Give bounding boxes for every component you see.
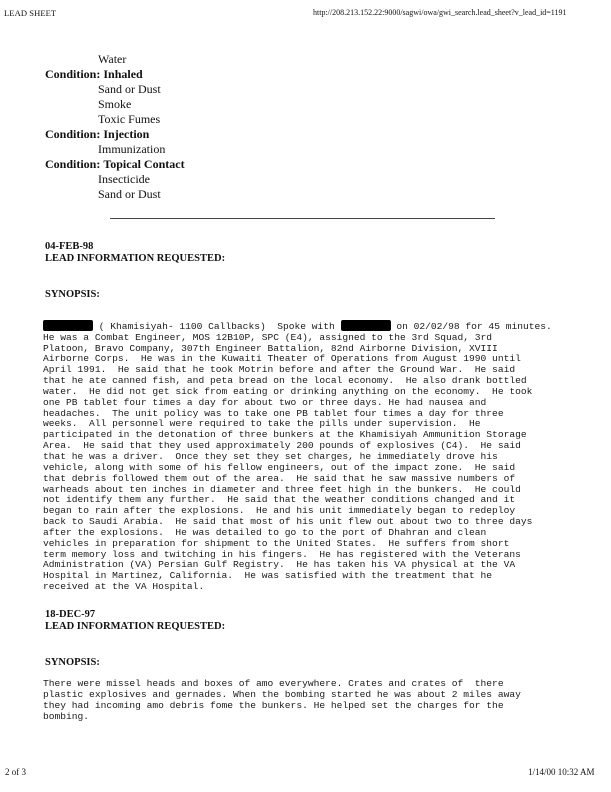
condition-item: Sand or Dust — [98, 82, 161, 96]
redaction-bar — [43, 320, 93, 331]
synopsis-line: that he was a driver. Once they set they set charges, he immediately drove his — [43, 450, 498, 462]
synopsis-line: April 1991. He said that he took Motrin before and after the Ground War. He said — [43, 364, 516, 376]
condition-heading — [45, 157, 185, 172]
page-number: 2 of 3 — [5, 767, 26, 777]
condition-item: Toxic Fumes — [98, 112, 161, 126]
synopsis-line: not identify them any further. He said that the weather conditions changed and it — [43, 494, 516, 506]
condition-label: Condition: — [45, 127, 101, 141]
conditions-list — [45, 52, 185, 202]
synopsis-line: vehicle, along with some of his fellow engineers, out of the impact zone. He said — [43, 461, 516, 473]
synopsis-line: vehicles in preparation for shipment to the United States. He suffers from short — [43, 537, 510, 549]
condition-name: Topical Contact — [103, 157, 185, 171]
synopsis-line: term memory loss and twitching in his fingers. He has registered with the Veterans — [43, 548, 521, 560]
print-timestamp: 1/14/00 10:32 AM — [528, 767, 595, 777]
synopsis-line: that debris followed them out of the area. He said that he saw massive numbers of — [43, 472, 516, 484]
synopsis-line-part: on 02/02/98 for 45 minutes. — [390, 320, 552, 332]
lead-info-label: LEAD INFORMATION REQUESTED: — [45, 253, 226, 264]
condition-item: Smoke — [98, 97, 132, 111]
condition-item: Sand or Dust — [98, 187, 161, 201]
synopsis-line: bombing. — [43, 710, 90, 722]
synopsis-line: water. He did not get sick from eating or drinking anything on the economy. He took — [43, 385, 533, 397]
synopsis-line: they had incoming amo debris fome the bunkers. He helped set the charges for the — [43, 699, 504, 711]
synopsis-line: headaches. The unit policy was to take one PB tablet four times a day for three — [43, 407, 504, 419]
synopsis-line: received at the VA Hospital. — [43, 581, 205, 593]
condition-name: Injection — [103, 127, 150, 141]
synopsis-label: SYNOPSIS: — [45, 289, 100, 300]
synopsis-line: began to rain after the explosions. He and his unit immediately began to redeploy — [43, 505, 516, 517]
page-header-url: http://208.213.152.22:9000/sagwi/owa/gwi_search.lead_sheet?v_lead_id=1191 — [313, 8, 567, 17]
synopsis-line: that he ate canned fish, and peta bread on the local economy. He also drank bottled — [43, 375, 527, 387]
synopsis-lines — [43, 333, 603, 593]
synopsis-line: warheads about ten inches in diameter and three feet high in the bunkers. He could — [43, 483, 521, 495]
section-divider — [110, 218, 495, 219]
synopsis-line-part: ( Khamisiyah- 1100 Callbacks) Spoke with — [93, 320, 341, 332]
synopsis-line: one PB tablet four times a day for about two or three days. He had nausea and — [43, 396, 487, 408]
entry-date: 04-FEB-98 — [45, 241, 94, 252]
synopsis-line: Area. He said that they used approximately 200 pounds of explosives (C4). He said — [43, 440, 521, 452]
entry-date: 18-DEC-97 — [45, 609, 96, 620]
synopsis-line: Airborne Corps. He was in the Kuwaiti Theater of Operations from August 1990 until — [43, 353, 521, 365]
condition-item: Water — [98, 52, 127, 66]
synopsis-text — [43, 679, 603, 722]
synopsis-line: after the explosions. He was detailed to go to the port of Dhahran and clean — [43, 526, 487, 538]
synopsis-lines — [43, 679, 603, 722]
synopsis-first-line — [43, 320, 603, 333]
synopsis-line: weeks. All personnel were required to take the pills under supervision. He — [43, 418, 481, 430]
condition-label: Condition: — [45, 157, 101, 171]
synopsis-line: back to Saudi Arabia. He said that most of his unit flew out about two to three days — [43, 516, 533, 528]
redaction-bar — [341, 320, 391, 331]
condition-name: Inhaled — [103, 67, 143, 81]
synopsis-line: Platoon, Bravo Company, 307th Engineer Battalion, 82nd Airborne Division, XVIII — [43, 342, 498, 354]
synopsis-line: There were missel heads and boxes of amo everywhere. Crates and crates of there — [43, 678, 504, 689]
synopsis-line: Hospital in Martinez, California. He was satisfied with the treatment that he — [43, 570, 493, 582]
synopsis-text — [43, 309, 603, 604]
condition-item: Immunization — [98, 142, 166, 156]
condition-item: Insecticide — [98, 172, 150, 186]
synopsis-label: SYNOPSIS: — [45, 657, 100, 668]
synopsis-line: He was a Combat Engineer, MOS 12B10P, SPC (E4), assigned to the 3rd Squad, 3rd — [43, 331, 493, 343]
condition-heading — [45, 67, 185, 82]
synopsis-line: Administration (VA) Persian Gulf Registry. He has taken his VA physical at the VA — [43, 559, 516, 571]
lead-info-label: LEAD INFORMATION REQUESTED: — [45, 621, 226, 632]
page-header-title: LEAD SHEET — [4, 8, 57, 18]
condition-heading — [45, 127, 185, 142]
condition-label: Condition: — [45, 67, 101, 81]
synopsis-line: participated in the detonation of three bunkers at the Khamisiyah Ammunition Storage — [43, 429, 527, 441]
synopsis-line: plastic explosives and gernades. When the bombing started he was about 2 miles away — [43, 688, 521, 700]
